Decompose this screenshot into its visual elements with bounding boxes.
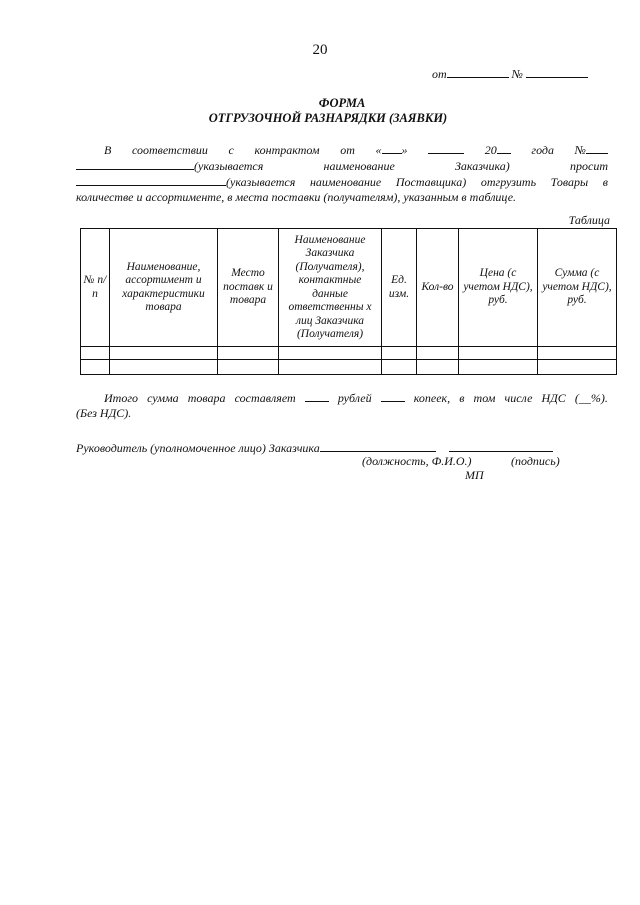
header-price: Цена (с учетом НДС), руб. xyxy=(459,229,538,347)
header-number: № п/п xyxy=(81,229,110,347)
order-table xyxy=(80,228,617,375)
reference-line xyxy=(432,66,588,82)
header-unit: Ед. изм. xyxy=(382,229,417,347)
form-title: ФОРМА xyxy=(318,96,366,110)
table-header-row xyxy=(81,229,617,347)
signature-line xyxy=(76,440,553,456)
signature-label: Руководитель (уполномоченное лицо) Заказчика xyxy=(76,441,320,455)
form-subtitle: ОТГРУЗОЧНОЙ РАЗНАРЯДКИ (ЗАЯВКИ) xyxy=(208,111,448,125)
stamp-label: МП xyxy=(465,468,484,482)
header-delivery-place: Место поставк и товара xyxy=(218,229,279,347)
sign-caption: (подпись) xyxy=(511,454,560,468)
page-number: 20 xyxy=(312,42,328,58)
header-customer-info: Наименование Заказчика (Получателя), контактные данные ответственны х лиц Заказчика (Получателя) xyxy=(279,229,382,347)
position-caption: (должность, Ф.И.О.) xyxy=(362,454,472,468)
header-product-name: Наименование, ассортимент и характеристики товара xyxy=(110,229,218,347)
header-sum: Сумма (с учетом НДС), руб. xyxy=(538,229,617,347)
header-quantity: Кол-во xyxy=(417,229,459,347)
total-paragraph: Итого сумма товара составляет рублей копеек, в том числе НДС (__%). (Без НДС). xyxy=(76,391,608,420)
intro-paragraph: В соответствии с контрактом от « » 20 года № (указывается наименование Заказчика) просит (указывается наименование Поставщика) отгрузить Товары в количестве и ассортименте, в места поставки (получателям), указанным в таблице. xyxy=(76,143,608,204)
table-row xyxy=(81,347,617,360)
table-caption: Таблица xyxy=(568,213,610,227)
ref-from-label: от xyxy=(432,67,447,81)
table-row xyxy=(81,360,617,375)
ref-number-sign: № xyxy=(511,67,523,81)
